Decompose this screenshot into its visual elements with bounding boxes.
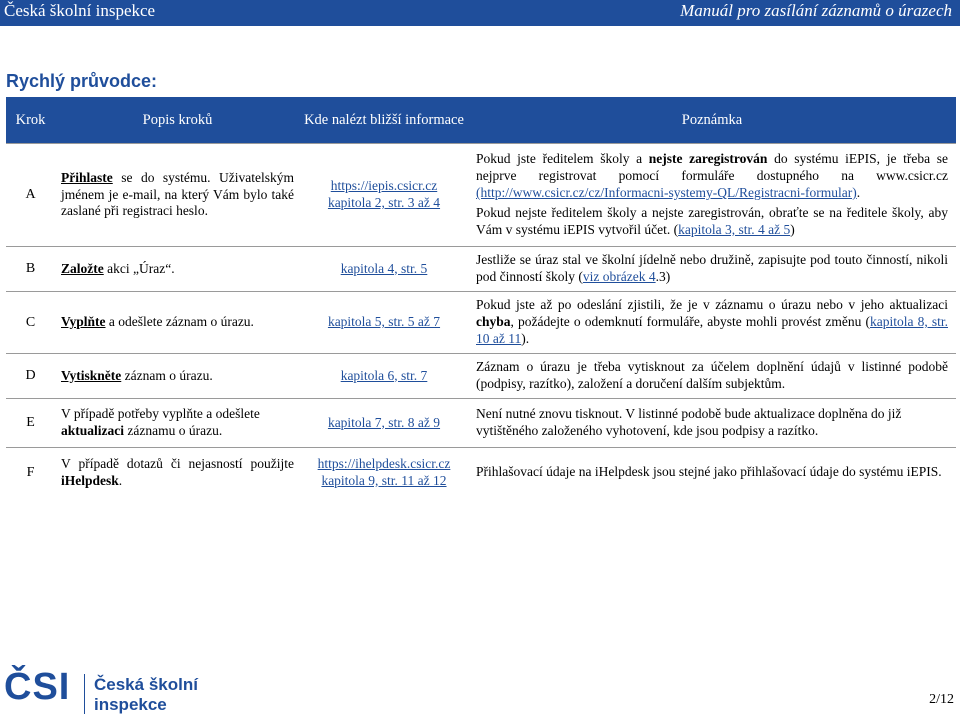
chapter-link[interactable]: kapitola 3, str. 4 až 5: [678, 221, 791, 237]
step-source: [300, 354, 468, 399]
iepis-link[interactable]: https://iepis.csicr.cz: [330, 178, 438, 194]
column-header-description: Popis kroků: [55, 97, 300, 144]
page-header: [0, 0, 960, 26]
table-row: [6, 354, 956, 399]
chapter-link[interactable]: kapitola 6, str. 7: [340, 367, 428, 383]
step-description: V případě potřeby vyplňte a odešlete aktualizaci záznamu o úrazu.: [55, 399, 300, 448]
step-source: [300, 399, 468, 448]
logo-divider: [84, 674, 85, 714]
chapter-link[interactable]: kapitola 4, str. 5: [340, 260, 428, 276]
chapter-link[interactable]: kapitola 7, str. 8 až 9: [327, 414, 441, 430]
step-description: Vytiskněte záznam o úrazu.: [55, 354, 300, 399]
step-source: [300, 247, 468, 292]
csi-logo: [4, 666, 244, 716]
step-note: Jestliže se úraz stal ve školní jídelně nebo družině, zapisujte pod touto činností, nikoli pod činností školy (viz obrázek 4.3): [468, 247, 956, 292]
step-source: [300, 292, 468, 354]
step-letter: E: [6, 399, 55, 448]
page-title: Rychlý průvodce:: [6, 71, 158, 91]
figure-link[interactable]: viz obrázek 4: [582, 269, 656, 284]
step-letter: B: [6, 247, 55, 292]
step-note: Přihlašovací údaje na iHelpdesk jsou stejné jako přihlašovací údaje do systému iEPIS.: [468, 448, 956, 498]
ihelpdesk-link[interactable]: https://ihelpdesk.csicr.cz: [317, 455, 451, 471]
header-document-title: Manuál pro zasílání záznamů o úrazech: [680, 1, 952, 20]
step-description: V případě dotazů či nejasností použijte iHelpdesk.: [55, 448, 300, 498]
page-number: 2/12: [929, 692, 954, 707]
step-letter: A: [6, 144, 55, 247]
table-header-row: [6, 97, 956, 144]
logo-mark: ČSI: [4, 666, 71, 708]
registration-form-link[interactable]: (http://www.csicr.cz/cz/Informacni-systemy-QL/Registracni-formular): [476, 185, 857, 201]
step-note: Záznam o úrazu je třeba vytisknout za účelem doplnění údajů v listinné podobě (podpisy, razítko), založení a doručení dalším subjektům.: [468, 354, 956, 399]
step-note: Pokud jste ředitelem školy a nejste zaregistrován do systému iEPIS, je třeba se nejprve registrovat pomocí formuláře dostupného na www.csicr.cz (http://www.csicr.cz/cz/Informacni-systemy-QL/Registracni-formular). Pokud nejste ředitelem školy a nejste zaregistrován, obraťte se na ředitele školy, aby Vám v systému iEPIS vytvořil účet. (kapitola 3, str. 4 až 5): [468, 144, 956, 247]
chapter-link[interactable]: kapitola 2, str. 3 až 4: [327, 195, 441, 210]
logo-text: Česká školní inspekce: [94, 675, 198, 714]
step-description: Přihlaste se do systému. Uživatelským jménem je e-mail, na který Vám bylo také zaslané při registraci heslo.: [55, 144, 300, 247]
chapter-link[interactable]: kapitola 9, str. 11 až 12: [321, 472, 447, 488]
table-row: [6, 448, 956, 498]
step-letter: F: [6, 448, 55, 498]
chapter-link[interactable]: kapitola 8, str. 10 až 11: [476, 314, 948, 346]
step-description: Vyplňte a odešlete záznam o úrazu.: [55, 292, 300, 354]
table-row: [6, 399, 956, 448]
step-letter: C: [6, 292, 55, 354]
table-row: [6, 247, 956, 292]
step-description: Založte akci „Úraz“.: [55, 247, 300, 292]
table-row: [6, 292, 956, 354]
chapter-link[interactable]: kapitola 5, str. 5 až 7: [327, 314, 441, 330]
column-header-note: Poznámka: [468, 97, 956, 144]
step-source: [300, 448, 468, 498]
column-header-source: Kde nalézt bližší informace: [300, 97, 468, 144]
step-note: Pokud jste až po odeslání zjistili, že je v záznamu o úrazu nebo v jeho aktualizaci chyba, požádejte o odemknutí formuláře, abyste mohli provést změnu (kapitola 8, str. 10 až 11).: [468, 292, 956, 354]
quick-guide-table: [6, 97, 956, 498]
step-letter: D: [6, 354, 55, 399]
column-header-step: Krok: [6, 97, 55, 144]
table-row: [6, 144, 956, 247]
step-source: [300, 144, 468, 247]
step-note: Není nutné znovu tisknout. V listinné podobě bude aktualizace doplněna do již vytištěného založeného vyhotovení, kde jsou podpisy a razítko.: [468, 399, 956, 448]
header-organization: Česká školní inspekce: [4, 1, 156, 20]
